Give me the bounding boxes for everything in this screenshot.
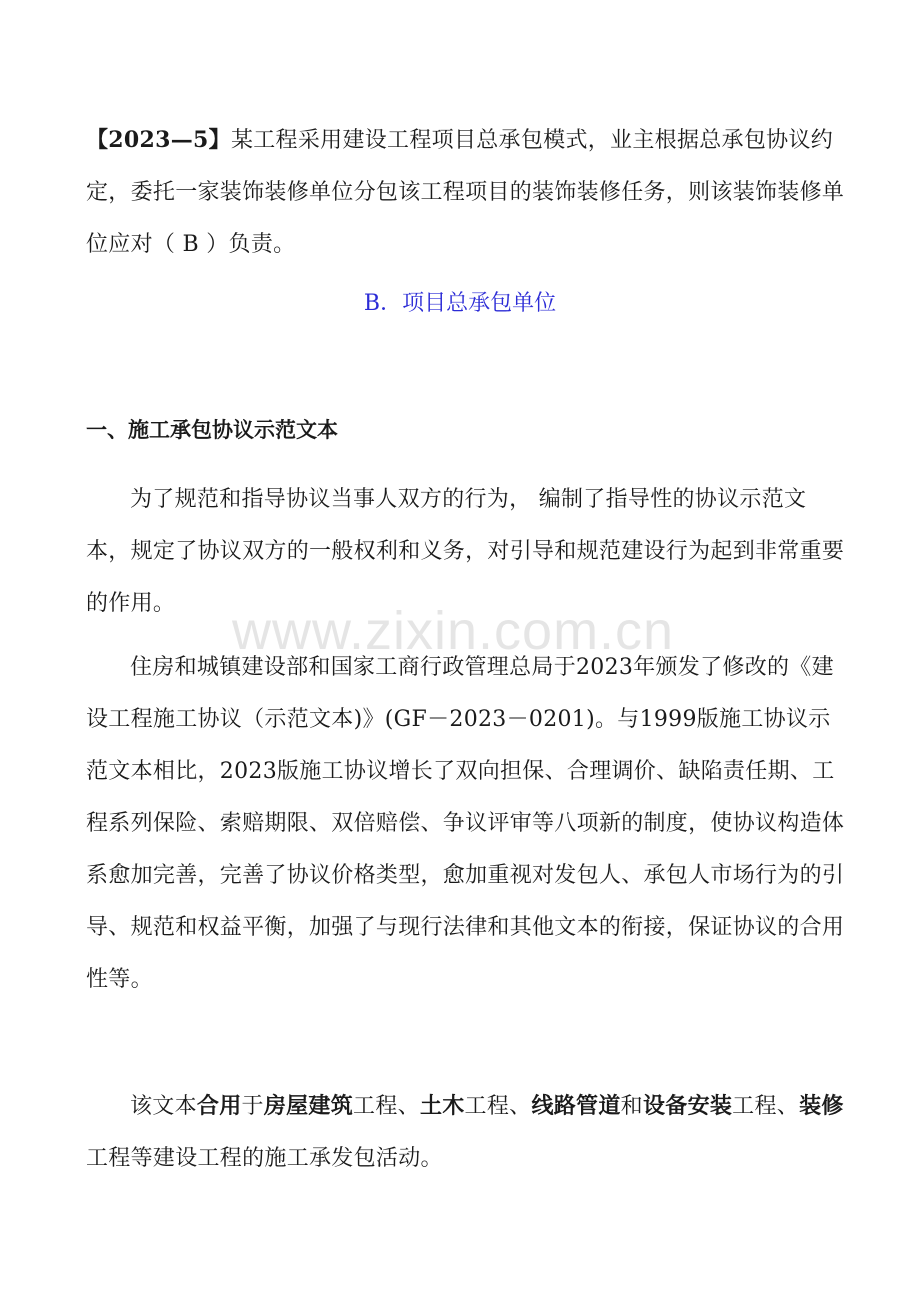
p3-text: 于 xyxy=(241,1094,264,1119)
p3-text: 工程等建设工程的施工承发包活动。 xyxy=(86,1146,443,1171)
watermark: www.zixin.com.cn xyxy=(232,601,675,661)
p3-keyword: 合用 xyxy=(196,1093,242,1119)
p3-text: 工程、 xyxy=(732,1094,800,1119)
p3-text: 该文本 xyxy=(130,1094,197,1119)
section-heading: 一、施工承包协议示范文本 xyxy=(86,418,338,442)
p3-keyword: 房屋建筑 xyxy=(263,1093,354,1119)
p3-text: 工程、 xyxy=(464,1094,532,1119)
paragraph-1: 为了规范和指导协议当事人双方的行为， 编制了指导性的协议示范文本，规定了协议双方的一般权利和义务，对引导和规范建设行为起到非常重要的作用。 xyxy=(86,487,845,616)
question-text: 某工程采用建设工程项目总承包模式，业主根据总承包协议约定，委托一家装饰装修单位分包该工程项目的装饰装修任务，则该装饰装修单位应对（ B ）负责。 xyxy=(86,128,845,257)
paragraph-2: 住房和城镇建设部和国家工商行政管理总局于2023年颁发了修改的《建设工程施工协议（示范文本)》(GF－2023－0201)。与1999版施工协议示范文本相比，2023版施工协议增长了双向担保、合理调价、缺陷责任期、工程系列保险、索赔期限、双倍赔偿、争议评审等八项新的制度，使协议构造体系愈加完善，完善了协议价格类型，愈加重视对发包人、承包人市场行为的引导、规范和权益平衡，加强了与现行法律和其他文本的衔接，保证协议的合用性等。 xyxy=(86,655,845,992)
p3-keyword: 装修 xyxy=(799,1093,844,1119)
question-tag: 【2023—5】 xyxy=(86,127,231,153)
p3-keyword: 线路管道 xyxy=(531,1093,621,1119)
answer-text: B．项目总承包单位 xyxy=(363,291,557,316)
paragraph-3 xyxy=(86,1080,846,1185)
question-paragraph xyxy=(86,114,846,271)
p3-text: 和 xyxy=(620,1094,643,1119)
p3-keyword: 设备安装 xyxy=(642,1093,733,1119)
p3-keyword: 土木 xyxy=(419,1093,465,1119)
p3-text: 工程、 xyxy=(353,1094,420,1119)
